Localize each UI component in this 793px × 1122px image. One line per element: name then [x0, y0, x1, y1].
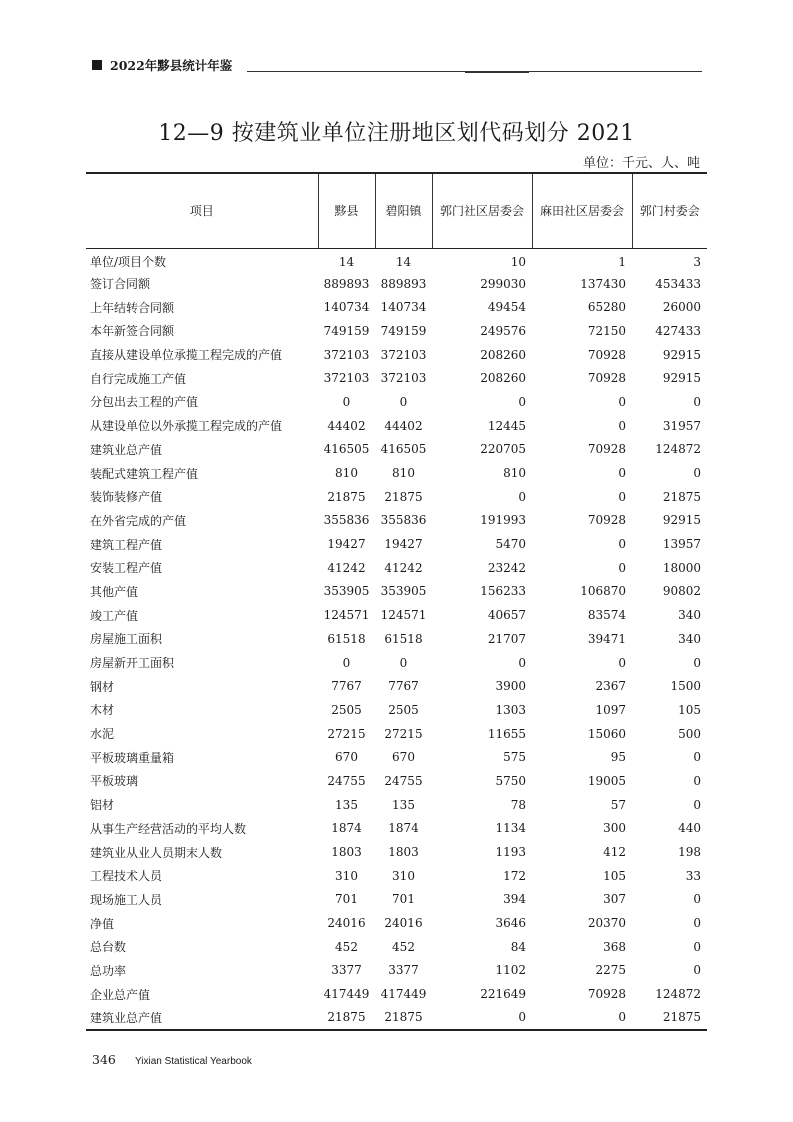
table-cell: 1134	[495, 821, 526, 836]
table-cell: 11655	[487, 726, 526, 741]
table-cell: 57	[610, 797, 626, 812]
table-cell: 452	[392, 939, 415, 954]
table-cell: 14	[395, 254, 412, 269]
table-cell: 20370	[587, 916, 626, 931]
row-label: 平板玻璃	[90, 774, 139, 789]
table-cell: 2275	[595, 963, 626, 978]
table-cell: 749159	[380, 323, 427, 338]
row-label: 从建设单位以外承揽工程完成的产值	[90, 419, 283, 434]
table-cell: 21875	[662, 489, 701, 504]
table-cell: 2367	[595, 679, 626, 694]
table-cell: 90802	[662, 584, 701, 599]
running-head	[92, 56, 702, 76]
table-row	[86, 319, 707, 343]
table-cell: 1	[618, 254, 626, 269]
table-cell: 70928	[587, 442, 626, 457]
table-cell: 191993	[480, 513, 526, 528]
table-cell: 10	[510, 254, 526, 269]
table-cell: 453433	[655, 276, 701, 291]
table-cell: 0	[618, 466, 626, 481]
table-cell: 15060	[587, 726, 626, 741]
row-label: 安装工程产值	[90, 561, 163, 576]
row-label: 自行完成施工产值	[90, 371, 187, 386]
row-label: 建筑工程产值	[90, 537, 163, 552]
table-cell: 124571	[323, 608, 370, 623]
table-cell: 0	[693, 939, 701, 954]
table-row	[86, 438, 707, 462]
table-cell: 810	[503, 466, 526, 481]
row-label: 房屋新开工面积	[90, 656, 175, 671]
table-cell: 70928	[587, 987, 626, 1002]
table-row	[86, 1006, 707, 1030]
running-title: 2022年黟县统计年鉴	[110, 58, 233, 73]
square-bullet-icon	[92, 60, 102, 70]
table-cell: 92915	[662, 347, 701, 362]
table-cell: 208260	[480, 347, 526, 362]
table-row	[86, 651, 707, 675]
table-row	[86, 532, 707, 556]
table-cell: 701	[392, 892, 415, 907]
table-cell: 61518	[384, 631, 423, 646]
table-cell: 21875	[318, 1006, 375, 1030]
table-cell: 0	[518, 655, 526, 670]
table-cell: 0	[693, 394, 701, 409]
table-cell: 1874	[388, 821, 419, 836]
table-row	[86, 580, 707, 604]
table-cell: 124571	[380, 608, 427, 623]
table-cell: 78	[510, 797, 526, 812]
table-cell: 33	[685, 868, 701, 883]
table-row	[86, 343, 707, 367]
table-cell: 12445	[487, 418, 526, 433]
table-cell: 124872	[655, 442, 701, 457]
row-label: 在外省完成的产值	[90, 513, 187, 528]
table-cell: 0	[618, 418, 626, 433]
table-cell: 70928	[587, 347, 626, 362]
table-cell: 41242	[327, 560, 366, 575]
row-label: 房屋施工面积	[90, 632, 163, 647]
table-cell: 300	[603, 821, 626, 836]
column-header-guomen-village: 郭门村委会	[632, 173, 707, 248]
table-cell: 1803	[388, 845, 419, 860]
row-label: 现场施工人员	[90, 892, 163, 907]
table-cell: 39471	[587, 631, 626, 646]
table-cell: 427433	[655, 323, 701, 338]
table-cell: 7767	[331, 679, 362, 694]
table-cell: 21875	[384, 489, 423, 504]
table-cell: 1874	[331, 821, 362, 836]
table-cell: 18000	[662, 560, 701, 575]
table-cell: 106870	[580, 584, 626, 599]
table-row	[86, 627, 707, 651]
table-row	[86, 272, 707, 296]
table-cell: 13957	[662, 537, 701, 552]
row-label: 装配式建筑工程产值	[90, 466, 199, 481]
table-row	[86, 295, 707, 319]
statistics-table	[86, 172, 707, 1031]
table-cell: 0	[399, 655, 408, 670]
table-row	[86, 366, 707, 390]
row-label: 上年结转合同额	[90, 300, 175, 315]
table-cell: 0	[342, 655, 351, 670]
table-cell: 44402	[384, 418, 423, 433]
table-row	[86, 414, 707, 438]
table-cell: 0	[618, 655, 626, 670]
table-row	[86, 793, 707, 817]
table-cell: 355836	[380, 513, 427, 528]
table-row	[86, 722, 707, 746]
table-cell: 353905	[323, 584, 370, 599]
table-cell: 0	[693, 892, 701, 907]
table-cell: 24755	[327, 773, 366, 788]
table-cell: 0	[693, 797, 701, 812]
table-cell: 0	[693, 466, 701, 481]
table-cell: 0	[693, 750, 701, 765]
table-cell: 65280	[587, 300, 626, 315]
table-cell: 416505	[380, 442, 427, 457]
table-row	[86, 935, 707, 959]
table-cell: 2505	[388, 702, 419, 717]
row-label: 从事生产经营活动的平均人数	[90, 821, 247, 836]
table-cell: 105	[603, 868, 626, 883]
table-cell: 24016	[384, 916, 423, 931]
table-cell: 500	[678, 726, 701, 741]
row-label: 工程技术人员	[90, 869, 163, 884]
table-cell: 14	[338, 254, 355, 269]
table-cell: 0	[399, 394, 408, 409]
table-cell: 452	[335, 939, 358, 954]
table-cell: 198	[678, 845, 701, 860]
table-cell: 810	[335, 466, 358, 481]
table-cell: 172	[503, 868, 526, 883]
row-label: 直接从建设单位承揽工程完成的产值	[90, 348, 283, 363]
table-cell: 84	[510, 939, 526, 954]
table-cell: 340	[678, 608, 701, 623]
table-cell: 372103	[323, 347, 370, 362]
book-title: Yixian Statistical Yearbook	[134, 1056, 252, 1067]
row-label: 木材	[90, 703, 115, 718]
table-row	[86, 840, 707, 864]
table-cell: 83574	[587, 608, 626, 623]
table-cell: 21875	[327, 489, 366, 504]
table-cell: 249576	[480, 323, 526, 338]
table-cell: 412	[603, 845, 626, 860]
table-cell: 372103	[380, 371, 427, 386]
table-cell: 416505	[323, 442, 370, 457]
page-number: 346	[92, 1052, 116, 1067]
table-cell: 0	[618, 394, 626, 409]
table-cell: 670	[335, 750, 358, 765]
table-cell: 749159	[323, 323, 370, 338]
table-row	[86, 911, 707, 935]
row-label: 本年新签合同额	[90, 324, 175, 339]
table-row	[86, 461, 707, 485]
table-cell: 70928	[587, 513, 626, 528]
table-cell: 27215	[327, 726, 366, 741]
table-row	[86, 485, 707, 509]
table-cell: 49454	[487, 300, 526, 315]
row-label: 装饰装修产值	[90, 490, 163, 505]
table-cell: 372103	[380, 347, 427, 362]
table-cell: 394	[503, 892, 526, 907]
table-cell: 137430	[580, 276, 626, 291]
table-cell: 208260	[480, 371, 526, 386]
table-cell: 1303	[495, 702, 526, 717]
table-cell: 135	[392, 797, 415, 812]
table-cell: 92915	[662, 371, 701, 386]
table-row	[86, 817, 707, 841]
table-cell: 440	[678, 821, 701, 836]
row-label: 水泥	[90, 727, 115, 742]
table-cell: 3646	[495, 916, 526, 931]
table-cell: 7767	[388, 679, 419, 694]
table-cell: 124872	[655, 987, 701, 1002]
table-row	[86, 745, 707, 769]
table-cell: 3377	[331, 963, 362, 978]
table-cell: 0	[618, 489, 626, 504]
table-cell: 23242	[487, 560, 526, 575]
table-cell: 0	[693, 773, 701, 788]
table-row	[86, 674, 707, 698]
table-cell: 0	[342, 394, 351, 409]
table-cell: 70928	[587, 371, 626, 386]
table-cell: 353905	[380, 584, 427, 599]
table-cell: 355836	[323, 513, 370, 528]
table-cell: 0	[618, 537, 626, 552]
table-cell: 372103	[323, 371, 370, 386]
table-cell: 0	[532, 1006, 632, 1030]
table-row	[86, 769, 707, 793]
row-label: 其他产值	[90, 584, 139, 599]
table-cell: 26000	[662, 300, 701, 315]
table-cell: 889893	[323, 276, 370, 291]
table-cell: 310	[392, 868, 415, 883]
table-cell: 72150	[587, 323, 626, 338]
table-cell: 221649	[480, 987, 526, 1002]
column-header-item: 项目	[86, 173, 318, 248]
unit-label: 单位：千元、人、吨	[582, 156, 700, 171]
table-row	[86, 509, 707, 533]
table-header-row	[86, 173, 707, 248]
table-cell: 0	[693, 916, 701, 931]
table-row	[86, 698, 707, 722]
table-cell: 1097	[595, 702, 626, 717]
page-title: 12—9 按建筑业单位注册地区划代码划分 2021	[158, 121, 635, 146]
table-cell: 31957	[662, 418, 701, 433]
table-cell: 340	[678, 631, 701, 646]
table-cell: 299030	[480, 276, 526, 291]
table-row	[86, 864, 707, 888]
row-label: 铝材	[90, 798, 115, 813]
table-cell: 95	[610, 750, 626, 765]
table-row	[86, 556, 707, 580]
table-cell: 0	[518, 489, 526, 504]
table-cell: 1500	[670, 679, 701, 694]
column-header-biyang-town: 碧阳镇	[375, 173, 432, 248]
table-cell: 40657	[487, 608, 526, 623]
table-cell: 1803	[331, 845, 362, 860]
table-cell: 3900	[495, 679, 526, 694]
table-cell: 2505	[331, 702, 362, 717]
table-cell: 0	[432, 1006, 532, 1030]
table-cell: 889893	[380, 276, 427, 291]
table-cell: 220705	[480, 442, 526, 457]
table-cell: 307	[603, 892, 626, 907]
table-cell: 61518	[327, 631, 366, 646]
table-cell: 0	[518, 394, 526, 409]
table-cell: 21707	[487, 631, 526, 646]
table-cell: 701	[335, 892, 358, 907]
row-label: 分包出去工程的产值	[90, 395, 199, 410]
table-cell: 5750	[495, 773, 526, 788]
table-cell: 5470	[495, 537, 526, 552]
table-cell: 135	[335, 797, 358, 812]
table-cell: 24016	[327, 916, 366, 931]
table-cell: 140734	[323, 300, 370, 315]
row-label: 总功率	[90, 963, 127, 978]
row-label: 建筑业总产值	[86, 1006, 318, 1030]
table-cell: 0	[693, 963, 701, 978]
table-cell: 27215	[384, 726, 423, 741]
table-cell: 19427	[327, 537, 366, 552]
row-label: 建筑业总产值	[90, 442, 163, 457]
table-cell: 670	[392, 750, 415, 765]
table-cell: 1193	[495, 845, 526, 860]
table-cell: 21875	[375, 1006, 432, 1030]
table-cell: 156233	[480, 584, 526, 599]
table-cell: 0	[618, 560, 626, 575]
page-footer	[92, 1049, 252, 1068]
table-cell: 810	[392, 466, 415, 481]
table-cell: 19005	[587, 773, 626, 788]
column-header-yixian: 黟县	[318, 173, 375, 248]
table-cell: 3377	[388, 963, 419, 978]
table-row	[86, 390, 707, 414]
table-cell: 310	[335, 868, 358, 883]
table-row	[86, 603, 707, 627]
table-cell: 0	[693, 655, 701, 670]
table-cell: 575	[503, 750, 526, 765]
table-cell: 368	[603, 939, 626, 954]
row-label: 总台数	[90, 940, 127, 955]
row-label: 签订合同额	[90, 277, 151, 292]
table-cell: 1102	[495, 963, 526, 978]
table-row	[86, 248, 707, 272]
table-cell: 105	[678, 702, 701, 717]
table-row	[86, 888, 707, 912]
row-label: 平板玻璃重量箱	[90, 750, 175, 765]
table-cell: 21875	[632, 1006, 707, 1030]
table-row	[86, 959, 707, 983]
column-header-guomen-community: 郭门社区居委会	[432, 173, 532, 248]
header-rule	[247, 71, 702, 72]
table-cell: 3	[693, 254, 701, 269]
row-label: 建筑业从业人员期末人数	[90, 845, 223, 860]
row-label: 企业总产值	[90, 987, 151, 1002]
table-cell: 417449	[380, 987, 427, 1002]
table-cell: 140734	[380, 300, 427, 315]
table-cell: 92915	[662, 513, 701, 528]
row-label: 净值	[90, 916, 115, 931]
table-cell: 44402	[327, 418, 366, 433]
table-cell: 24755	[384, 773, 423, 788]
table-cell: 19427	[384, 537, 423, 552]
row-label: 竣工产值	[90, 608, 139, 623]
column-header-matian-community: 麻田社区居委会	[532, 173, 632, 248]
table-row	[86, 982, 707, 1006]
row-label: 单位/项目个数	[90, 255, 167, 270]
table-body	[86, 248, 707, 1030]
table-cell: 41242	[384, 560, 423, 575]
row-label: 钢材	[90, 679, 115, 694]
table-cell: 417449	[323, 987, 370, 1002]
